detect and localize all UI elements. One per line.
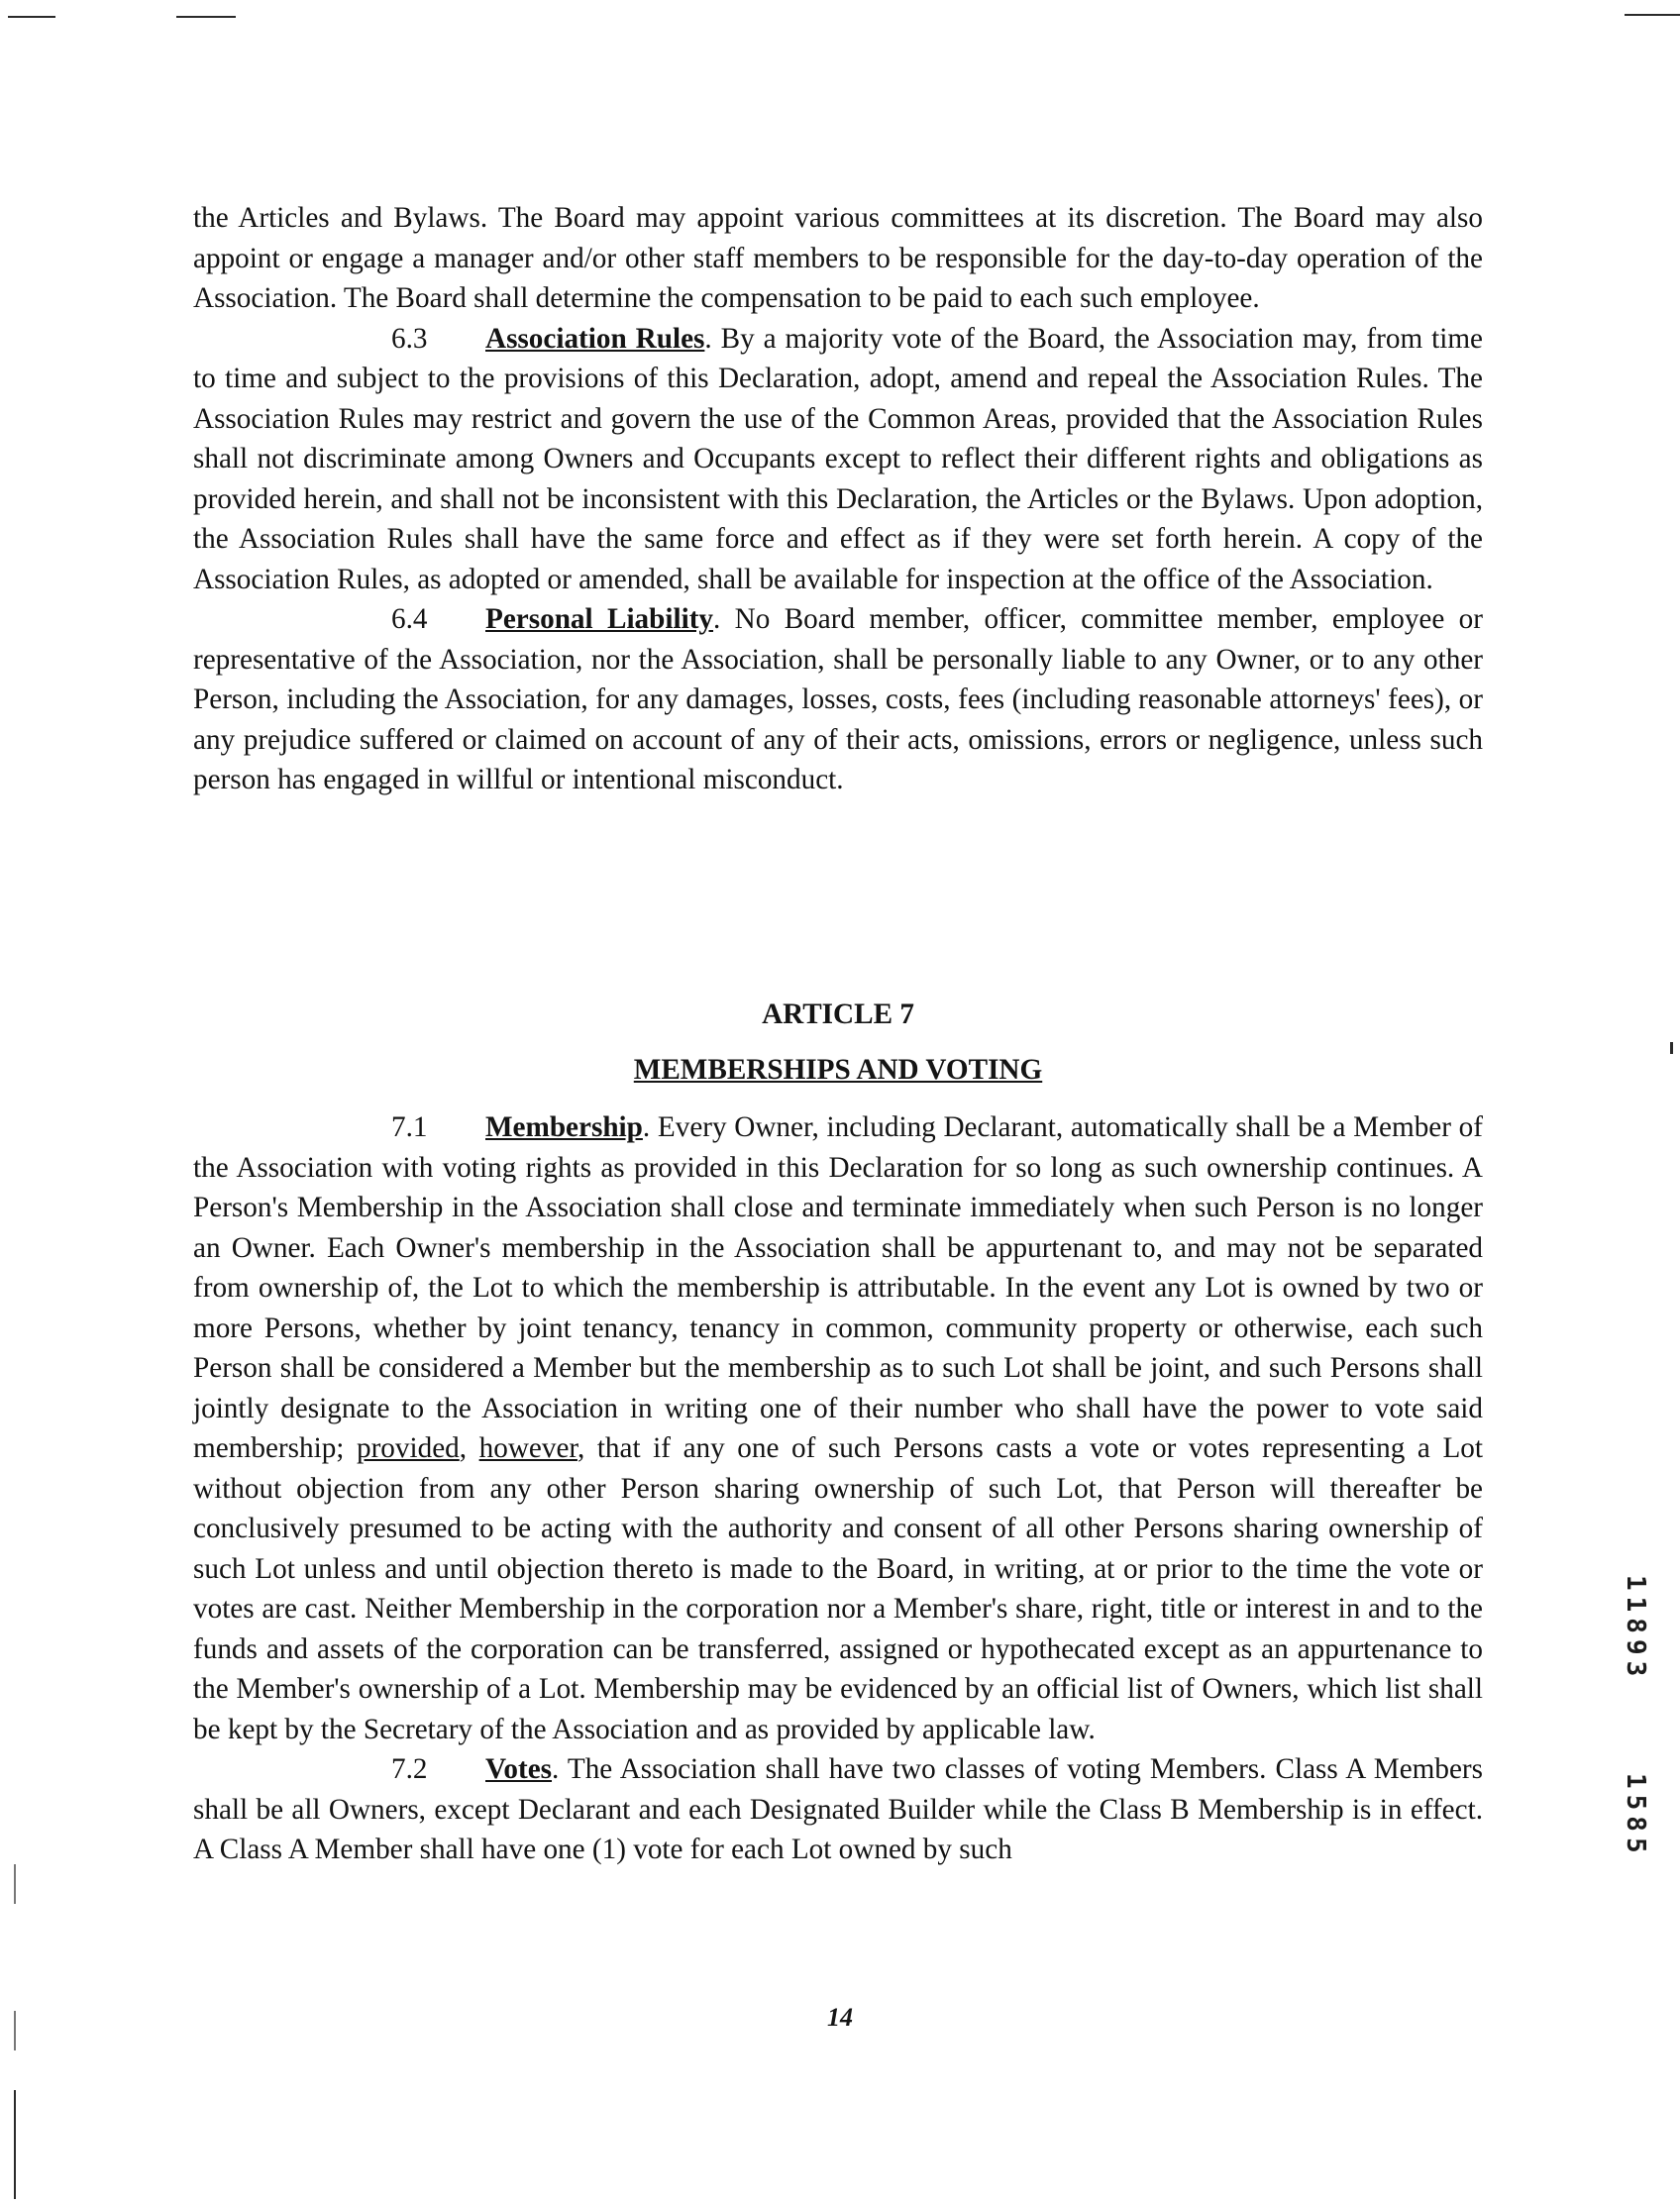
section-7-2 [193, 1749, 1483, 1870]
scan-mark-top-left-short [176, 16, 236, 18]
section-body: . Every Owner, including Declarant, automatically shall be a Member of the Association with voting rights as provided in this Declaration for so long as such ownership continues. A Person's Membership in the Association shall close and terminate immediately when such Person is no longer an Owner. Each Owner's membership in the Association shall be appurtenant to, and may not be separated from ownership of, the Lot to which the membership is attributable. In the event any Lot is owned by two or more Persons, whether by joint tenancy, tenancy in common, community property or otherwise, each such Person shall be considered a Member but the membership as to such Lot shall be joint, and such Persons shall jointly designate to the Association in writing one of their number who shall have the power to vote said membership; [193, 1111, 1483, 1464]
section-6-3 [193, 319, 1483, 600]
section-heading: Association Rules [485, 322, 705, 355]
article-label: ARTICLE 7 [762, 998, 914, 1030]
comma: , [459, 1432, 479, 1464]
scan-mark-top-right [1625, 14, 1680, 16]
section-number: 6.3 [391, 322, 428, 355]
article-7-text [193, 1107, 1483, 1870]
term-provided: provided [356, 1432, 460, 1464]
section-7-1 [193, 1107, 1483, 1749]
section-body: . By a majority vote of the Board, the Association may, from time to time and subject to the provisions of this Declaration, adopt, amend and repeal the Association Rules. The Association Rules may restrict and govern the use of the Common Areas, provided that the Association Rules shall not discriminate among Owners and Occupants except to reflect their different rights and obligations as provided herein, and shall not be inconsistent with this Declaration, the Articles or the Bylaws. Upon adoption, the Association Rules shall have the same force and effect as if they were set forth herein. A copy of the Association Rules, as adopted or amended, shall be available for inspection at the office of the Association. [193, 322, 1483, 595]
page-number: 14 [827, 2003, 853, 2032]
term-however: however [478, 1432, 578, 1464]
section-body: . The Association shall have two classes of voting Members. Class A Members shall be all Owners, except Declarant and each Designated Builder while the Class B Membership is in effect. A Class A Member shall have one (1) vote for each Lot owned by such [193, 1753, 1483, 1865]
section-6-4 [193, 599, 1483, 800]
section-heading: Votes [485, 1753, 553, 1785]
article-title-text: MEMBERSHIPS AND VOTING [633, 1054, 1043, 1086]
recording-stamp-upper: 11893 [1621, 1575, 1650, 1683]
section-heading: Personal Liability [485, 603, 714, 635]
scan-mark-left-line [14, 2090, 16, 2199]
section-body-continued: , that if any one of such Persons casts a vote or votes representing a Lot without objection from any other Person sharing ownership of such Lot, that Person will thereafter be conclusively presumed to be acting with the authority and consent of all other Persons sharing ownership of such Lot unless and until objection thereto is made to the Board, in writing, at or prior to the time the vote or votes are cast. Neither Membership in the corporation nor a Member's share, right, title or interest in and to the funds and assets of the corporation can be transferred, assigned or hypothecated except as an appurtenance to the Member's ownership of a Lot. Membership may be evidenced by an official list of Owners, which list shall be kept by the Secretary of the Association and as provided by applicable law. [193, 1432, 1483, 1745]
article-title [193, 1050, 1483, 1090]
recording-stamp-lower: 1585 [1621, 1773, 1650, 1859]
section-number: 6.4 [391, 603, 428, 635]
scan-mark-top-left [8, 16, 55, 18]
section-number: 7.1 [391, 1111, 428, 1143]
section-number: 7.2 [391, 1753, 428, 1785]
section-6-text [193, 198, 1483, 800]
section-body: . No Board member, officer, committee member, employee or representative of the Association, nor the Association, shall be personally liable to any Owner, or to any other Person, including the Association, for any damages, losses, costs, fees (including reasonable attorneys' fees), or any prejudice suffered or claimed on account of any of their acts, omissions, errors or negligence, unless such person has engaged in willful or intentional misconduct. [193, 603, 1483, 795]
scan-mark-right-tick [1670, 1042, 1673, 1054]
paragraph-continuation: the Articles and Bylaws. The Board may appoint various committees at its discretion. The Board may also appoint or engage a manager and/or other staff members to be responsible for the day-to-day operation of the Association. The Board shall determine the compensation to be paid to each such employee. [193, 202, 1483, 314]
scan-mark-left-dots [14, 1864, 16, 1904]
section-heading: Membership [485, 1111, 643, 1143]
